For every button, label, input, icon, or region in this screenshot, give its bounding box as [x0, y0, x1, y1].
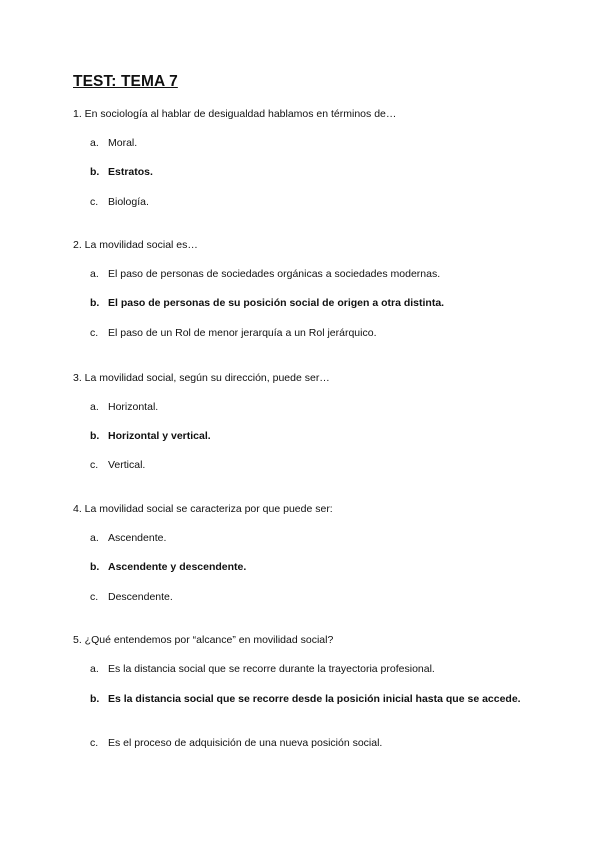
option-b-correct [90, 166, 530, 179]
question-3 [73, 372, 543, 471]
option-text: Horizontal. [108, 401, 159, 413]
option-b-correct [90, 693, 530, 706]
question-text: 4. La movilidad social se caracteriza por que puede ser: [73, 503, 333, 515]
option-text: El paso de un Rol de menor jerarquía a un Rol jerárquico. [108, 327, 377, 339]
option-a [90, 137, 530, 150]
option-text: Descendente. [108, 591, 173, 603]
option-text: Ascendente y descendente. [108, 561, 247, 573]
option-letter: b. [90, 430, 100, 442]
question-text: 5. ¿Qué entendemos por “alcance” en movilidad social? [73, 634, 334, 646]
option-text: Horizontal y vertical. [108, 430, 211, 442]
option-text: Biología. [108, 196, 149, 208]
page-title: TEST: TEMA 7 [73, 73, 178, 90]
option-text: Es la distancia social que se recorre durante la trayectoria profesional. [108, 663, 435, 675]
question-1 [73, 108, 543, 208]
question-text: 1. En sociología al hablar de desigualdad hablamos en términos de… [73, 108, 397, 120]
option-letter: b. [90, 693, 100, 705]
option-c [90, 459, 530, 472]
option-letter: a. [90, 532, 99, 544]
question-5 [73, 634, 543, 749]
option-letter: a. [90, 663, 99, 675]
option-text: Estratos. [108, 166, 153, 178]
question-4 [73, 503, 543, 603]
option-text: Es la distancia social que se recorre desde la posición inicial hasta que se accede. [108, 693, 521, 705]
option-a [90, 401, 530, 414]
option-text: Es el proceso de adquisición de una nueva posición social. [108, 737, 383, 749]
option-a [90, 532, 530, 545]
option-letter: b. [90, 166, 100, 178]
option-text: Ascendente. [108, 532, 167, 544]
option-letter: c. [90, 591, 99, 603]
option-letter: a. [90, 137, 99, 149]
option-text: El paso de personas de su posición social de origen a otra distinta. [108, 297, 445, 309]
option-c [90, 737, 530, 750]
option-letter: c. [90, 196, 99, 208]
option-a [90, 268, 530, 281]
option-c [90, 591, 530, 604]
question-text: 3. La movilidad social, según su dirección, puede ser… [73, 372, 330, 384]
question-2 [73, 239, 543, 339]
option-letter: c. [90, 327, 99, 339]
option-b-correct [90, 297, 530, 310]
option-c [90, 327, 530, 340]
option-letter: b. [90, 561, 100, 573]
option-text: El paso de personas de sociedades orgánicas a sociedades modernas. [108, 268, 441, 280]
option-letter: c. [90, 737, 99, 749]
option-b-correct [90, 561, 530, 574]
option-text: Vertical. [108, 459, 146, 471]
option-letter: a. [90, 401, 99, 413]
option-letter: b. [90, 297, 100, 309]
option-b-correct [90, 430, 530, 443]
option-c [90, 196, 530, 209]
option-a [90, 663, 530, 676]
option-letter: a. [90, 268, 99, 280]
option-text: Moral. [108, 137, 138, 149]
question-text: 2. La movilidad social es… [73, 239, 198, 251]
option-letter: c. [90, 459, 99, 471]
